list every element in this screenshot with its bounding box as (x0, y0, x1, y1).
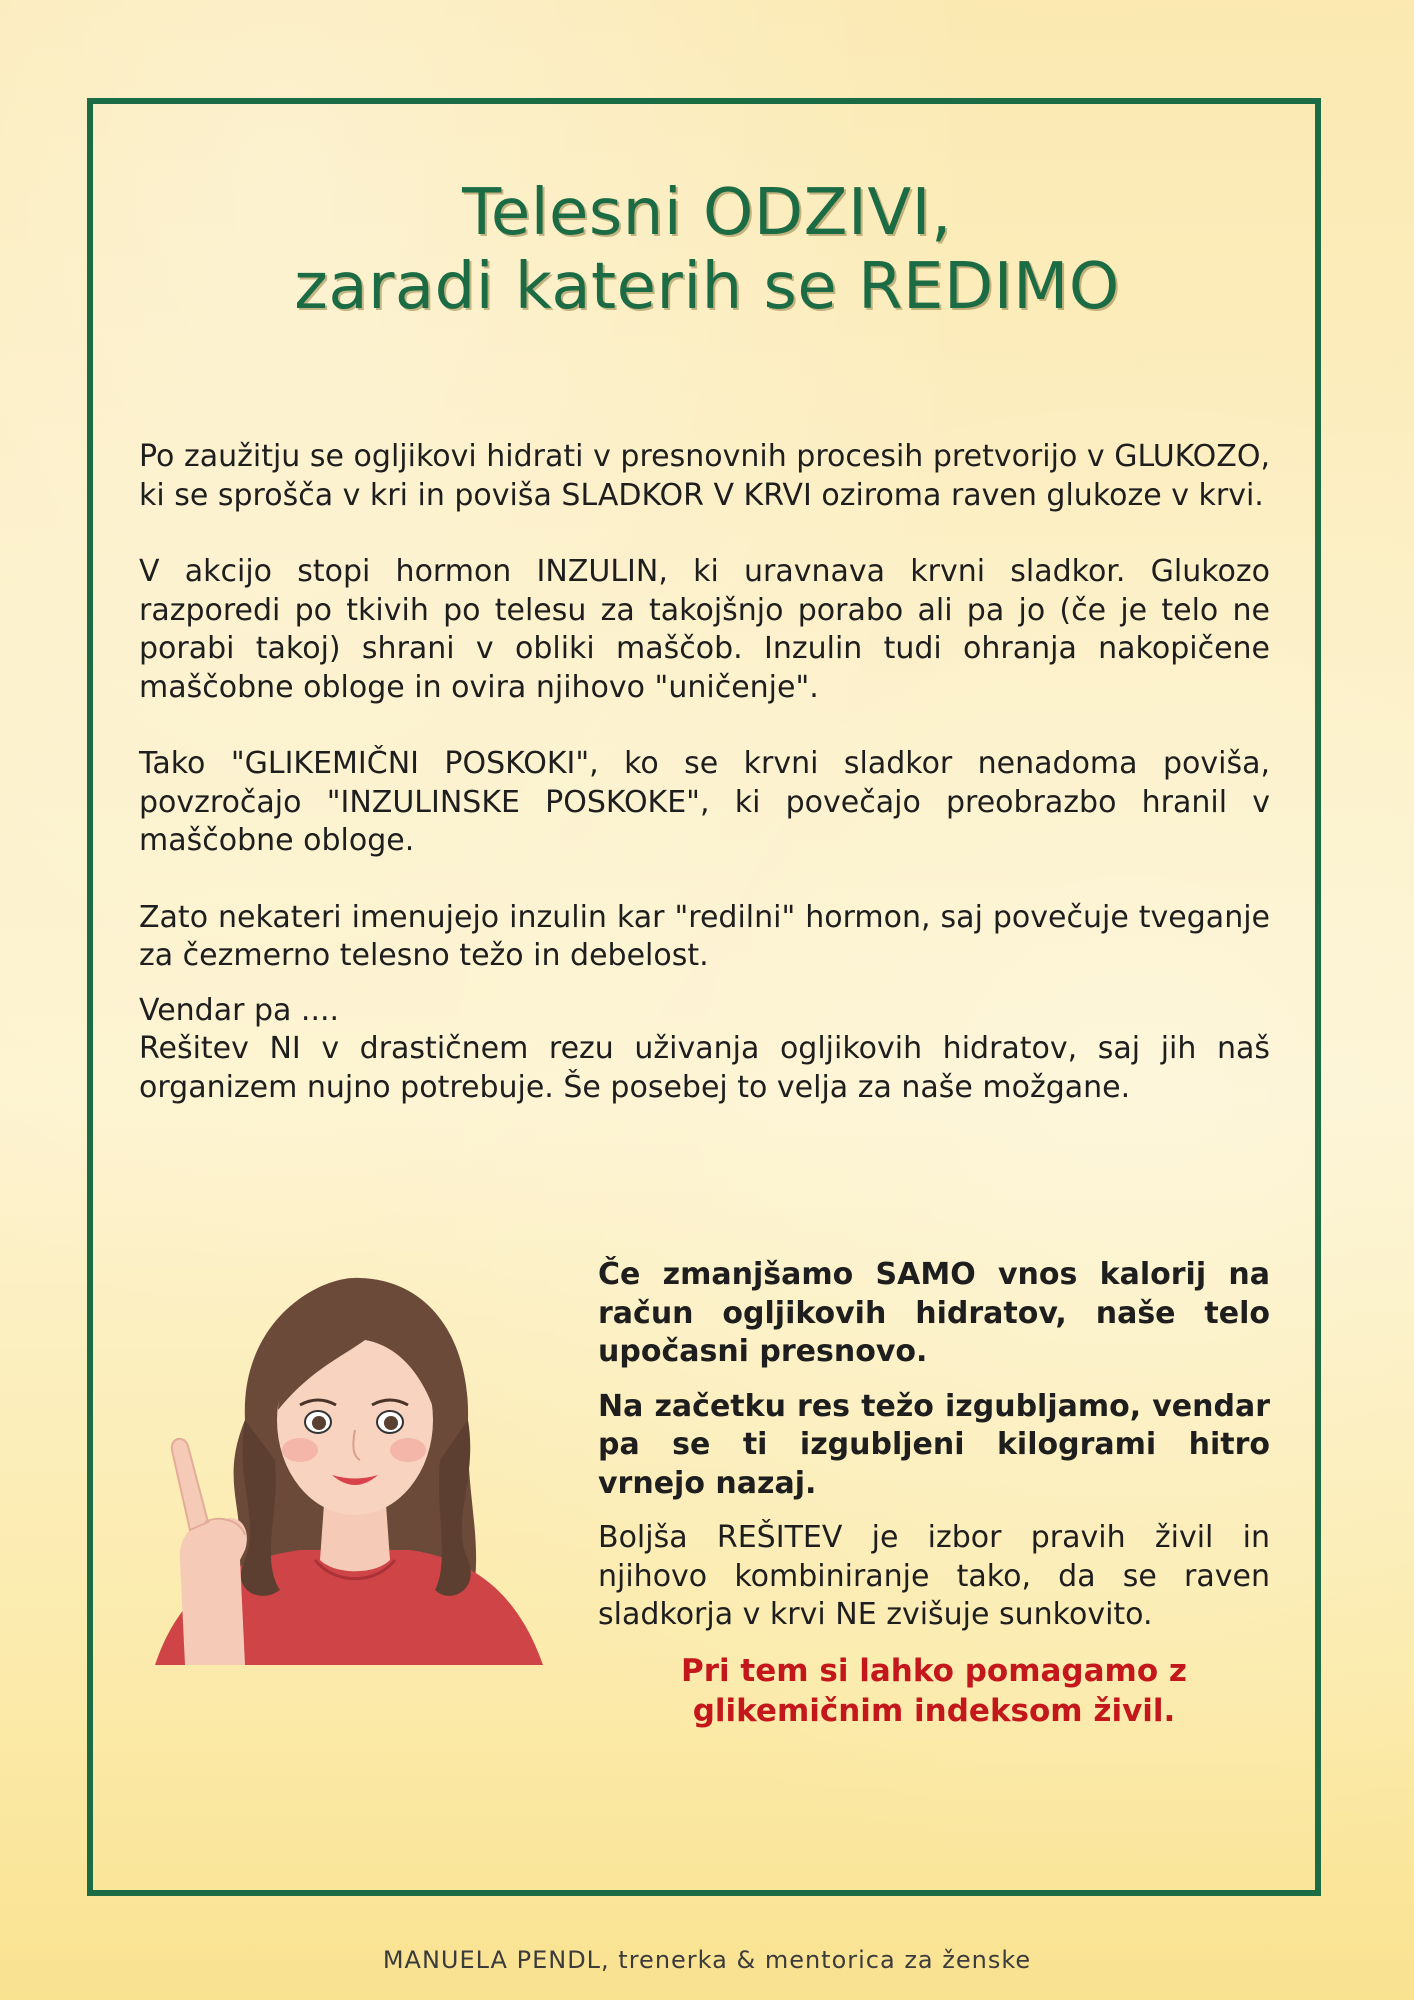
woman-pointing-up-illustration (150, 1260, 545, 1665)
highlight-line-1: Pri tem si lahko pomagamo z (681, 1652, 1187, 1689)
paragraph-fattening-hormone: Zato nekateri imenujejo inzulin kar "redilni" hormon, saj povečuje tveganje za čezmerno telesno težo in debelost. (139, 899, 1270, 973)
footer-author: MANUELA PENDL, trenerka & mentorica za ženske (382, 1946, 1032, 1974)
title-line-2: zaradi katerih se REDIMO (294, 250, 1120, 324)
side-bold-calories: Če zmanjšamo SAMO vnos kalorij na račun ogljikovih hidratov, naše telo upočasni presnovo. (598, 1257, 1270, 1369)
highlight-line-2: glikemičnim indeksom živil. (692, 1692, 1176, 1729)
paragraph-insulin: V akcijo stopi hormon INZULIN, ki uravnava krvni sladkor. Glukozo razporedi po tkivih po telesu za takojšnjo porabo ali pa jo (če je telo ne porabi takoj) shrani v obliki maščob. Inzulin tudi ohranja nakopičene maščobne obloge in ovira njihovo "uničenje". (139, 554, 1270, 705)
side-text (598, 1256, 1270, 1747)
title-line-1: Telesni ODZIVI, (462, 176, 952, 250)
paragraph-however: Vendar pa .... (139, 992, 340, 1028)
side-bold-weight-return: Na začetku res težo izgubljamo, vendar pa se ti izgubljeni kilogrami hitro vrnejo nazaj. (598, 1388, 1270, 1501)
paragraph-glycemic-spikes: Tako "GLIKEMIČNI POSKOKI", ko se krvni sladkor nenadoma poviša, povzročajo "INZULINSKE POSKOKE", ki povečajo preobrazbo hranil v maščobne obloge. (139, 746, 1270, 858)
side-better-solution: Boljša REŠITEV je izbor pravih živil in njihovo kombiniranje tako, da se raven sladkorja v krvi NE zvišuje sunkovito. (598, 1520, 1270, 1632)
page-title (0, 176, 1414, 324)
paragraph-glucose: Po zaužitju se ogljikovi hidrati v presnovnih procesih pretvorijo v GLUKOZO, ki se sprošča v kri in poviša SLADKOR V KRVI oziroma raven glukoze v krvi. (139, 439, 1270, 513)
main-text (139, 438, 1270, 1107)
paragraph-solution: Rešitev NI v drastičnem rezu uživanja ogljikovih hidratov, saj jih naš organizem nujno potrebuje. Še posebej to velja za naše možgane. (139, 1031, 1270, 1105)
side-glycemic-index-highlight (598, 1651, 1270, 1731)
